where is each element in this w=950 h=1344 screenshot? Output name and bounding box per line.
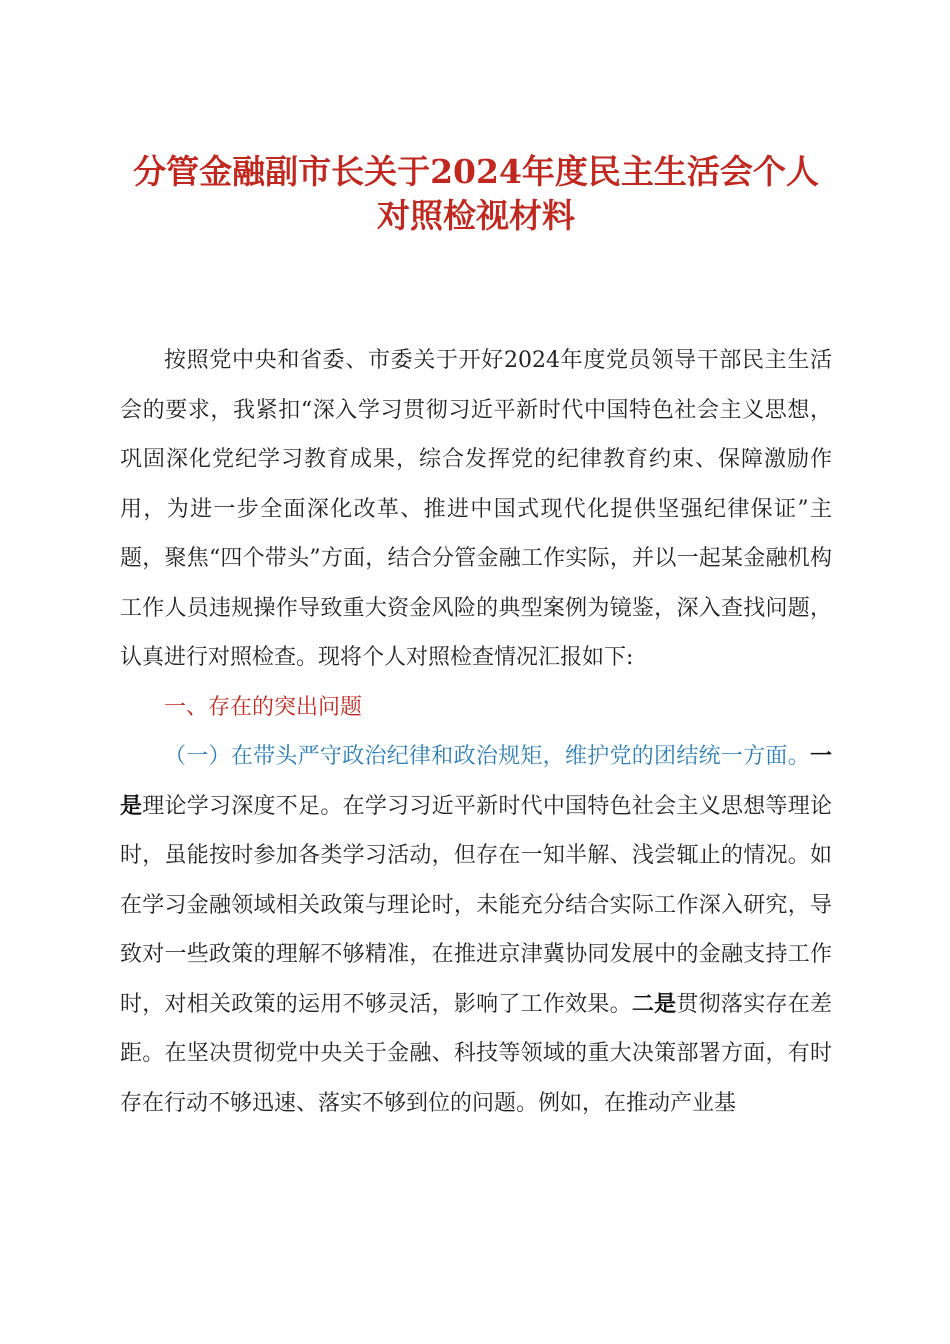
point-2-lead: 二是 bbox=[631, 990, 677, 1017]
title-line-2: 对照检视材料 bbox=[377, 196, 575, 235]
subsection-heading: （一）在带头严守政治纪律和政治规矩，维护党的团结统一方面。 bbox=[164, 744, 810, 769]
point-1-text: 理论学习深度不足。在学习习近平新时代中国特色社会主义思想等理论时，虽能按时参加各类学习活动，但存在一知半解、浅尝辄止的情况。如在学习金融领域相关政策与理论时，未能充分结合实际工作深入研究，导致对一些政策的理解不够精准，在推进京津冀协同发展中的金融支持工作时，对相关政策的运用不够灵活，影响了工作效果。 bbox=[120, 793, 832, 1017]
document-page bbox=[120, 150, 832, 1128]
section-heading-problems: 一、存在的突出问题 bbox=[164, 694, 363, 720]
point-2-text: 贯彻落实存在差距。在坚决贯彻党中央关于金融、科技等领域的重大决策部署方面，有时存在行动不够迅速、落实不够到位的问题。例如，在推动产业基 bbox=[120, 991, 832, 1116]
point-1-lead: 一是 bbox=[120, 743, 832, 819]
document-body bbox=[120, 336, 832, 1128]
document-title bbox=[120, 150, 832, 238]
subsection-paragraph bbox=[120, 732, 832, 1128]
intro-paragraph: 按照党中央和省委、市委关于开好2024年度党员领导干部民主生活会的要求，我紧扣“深入学习贯彻习近平新时代中国特色社会主义思想，巩固深化党纪学习教育成果，综合发挥党的纪律教育约束、保障激励作用，为进一步全面深化改革、推进中国式现代化提供坚强纪律保证”主题，聚焦“四个带头”方面，结合分管金融工作实际，并以一起某金融机构工作人员违规操作导致重大资金风险的典型案例为镜鉴，深入查找问题，认真进行对照检查。现将个人对照检查情况汇报如下: bbox=[120, 348, 832, 670]
title-line-1: 分管金融副市长关于2024年度民主生活会个人 bbox=[133, 152, 819, 191]
